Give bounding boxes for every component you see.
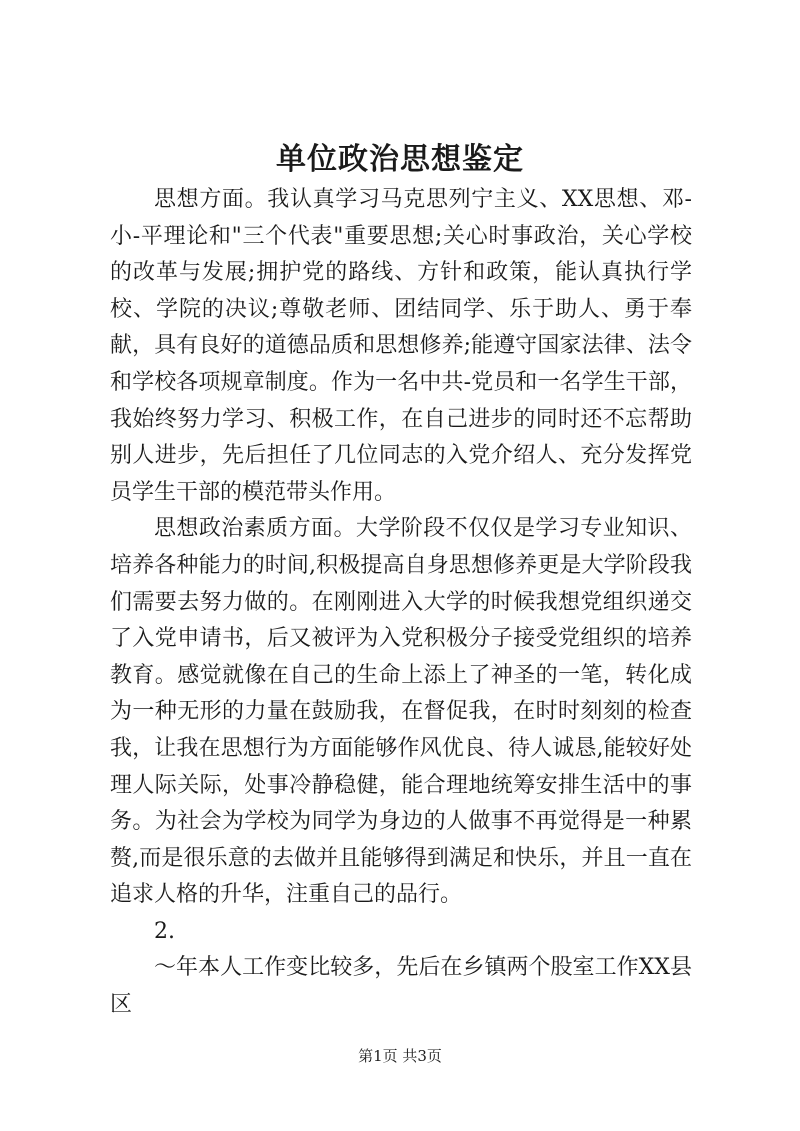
paragraph-political-quality: 思想政治素质方面。大学阶段不仅仅是学习专业知识、培养各种能力的时间,积极提高自身思想修养更是大学阶段我们需要去努力做的。在刚刚进入大学的时候我想党组织递交了入党申请书，后又被评为入党积极分子接受党组织的培养教育。感觉就像在自己的生命上添上了神圣的一笔，转化成为一种无形的力量在鼓励我，在督促我，在时时刻刻的检查我，让我在思想行为方面能够作风优良、待人诚恳,能较好处理人际关际，处事冷静稳健，能合理地统筹安排生活中的事务。为社会为学校为同学为身边的人做事不再觉得是一种累赘,而是很乐意的去做并且能够得到满足和快乐，并且一直在追求人格的升华，注重自己的品行。: [110, 516, 692, 908]
document-body: [110, 182, 692, 1024]
paragraph-ideology: 思想方面。我认真学习马克思列宁主义、XX思想、邓-小-平理论和"三个代表"重要思想;关心时事政治，关心学校的改革与发展;拥护党的路线、方针和政策，能认真执行学校、学院的决议;尊敬老师、团结同学、乐于助人、勇于奉献，具有良好的道德品质和思想修养;能遵守国家法律、法令和学校各项规章制度。作为一名中共-党员和一名学生干部，我始终努力学习、积极工作，在自己进步的同时还不忘帮助别人进步，先后担任了几位同志的入党介绍人、充分发挥党员学生干部的模范带头作用。: [110, 187, 692, 505]
paragraph-work: ～年本人工作变比较多，先后在乡镇两个股室工作XX县区: [110, 955, 692, 1018]
page-title: 单位政治思想鉴定: [276, 142, 524, 177]
paragraph-section-number: 2.: [154, 918, 175, 944]
page-footer: 第1页 共3页: [358, 1047, 442, 1065]
